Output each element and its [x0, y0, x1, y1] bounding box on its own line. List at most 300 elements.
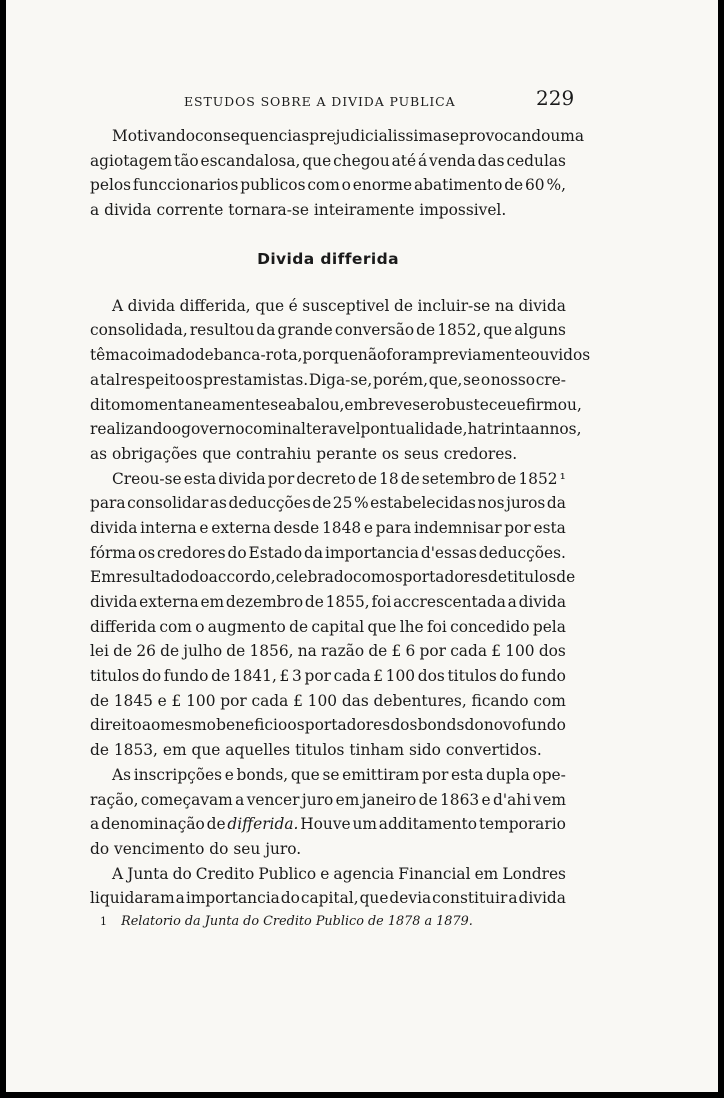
word: 60 — [525, 176, 545, 195]
word: trinta — [486, 420, 531, 439]
word: divida — [90, 593, 138, 611]
word: de — [556, 568, 576, 587]
word: resultou — [189, 321, 255, 340]
word: annos, — [530, 420, 582, 439]
text-line — [90, 886, 566, 911]
word: emittiram — [342, 765, 420, 784]
word: de — [113, 642, 133, 661]
word: o — [341, 176, 351, 195]
word: as — [209, 494, 227, 513]
word: inscripções — [133, 765, 223, 784]
word: A — [112, 864, 124, 883]
word: concedido — [450, 617, 530, 636]
text-line — [90, 173, 566, 198]
word: esta — [533, 518, 566, 537]
word: 26 — [136, 642, 156, 661]
word: com — [244, 420, 278, 439]
word: titulos — [90, 667, 140, 686]
word: ha — [467, 420, 487, 439]
word: nosso — [490, 370, 536, 389]
word: de — [504, 176, 524, 195]
word: deducções — [228, 494, 311, 513]
word: fórma — [90, 543, 137, 562]
word: começavam — [140, 790, 233, 809]
text-line — [90, 689, 566, 714]
word: ao — [141, 716, 161, 735]
word: sido — [408, 741, 441, 760]
word: decreto — [296, 469, 356, 488]
word: beneficio — [216, 716, 288, 735]
text-line — [90, 590, 566, 615]
word: 100 — [385, 667, 416, 686]
word: julho — [183, 642, 223, 661]
text-line — [90, 368, 566, 393]
word: 1852, — [437, 321, 482, 340]
word: Financial — [398, 864, 471, 883]
word: de — [289, 617, 309, 636]
word: se — [412, 395, 430, 414]
word: nos — [477, 494, 505, 513]
text-line — [90, 198, 566, 223]
word: bonds, — [236, 765, 289, 784]
word: do — [227, 543, 247, 562]
word: importancia — [324, 543, 419, 562]
word: de — [400, 469, 420, 488]
word: importancia — [185, 889, 280, 908]
word: vencimento — [114, 839, 205, 858]
word: interna — [140, 518, 197, 537]
word: setembro — [421, 469, 496, 488]
word: lhe — [399, 617, 424, 636]
word: %, — [546, 176, 566, 195]
word: momentaneamente — [120, 395, 271, 414]
word: 1855, — [325, 593, 370, 611]
word: externa — [211, 518, 271, 537]
word: do — [141, 667, 162, 686]
word: vencer — [246, 790, 300, 809]
word: funccionarios — [132, 176, 239, 195]
word: que — [483, 321, 513, 340]
word: da — [304, 543, 324, 562]
word: do — [464, 716, 484, 735]
word: agiotagem — [90, 151, 173, 170]
word: que — [191, 741, 221, 760]
text-line — [90, 124, 585, 149]
text-line — [90, 664, 566, 689]
word: o — [195, 617, 205, 636]
word: a — [507, 593, 517, 611]
word: £ — [373, 667, 383, 686]
word: 1848 — [321, 518, 362, 537]
word: Estado — [248, 543, 303, 562]
word: do — [499, 667, 519, 686]
word: £ — [491, 642, 502, 661]
word: devia — [389, 889, 432, 908]
word: das — [341, 691, 369, 710]
word: seu — [233, 839, 261, 858]
word: Em — [90, 568, 116, 587]
word: porém, — [372, 370, 429, 389]
word: ficando — [471, 691, 529, 710]
word: lei — [90, 642, 109, 661]
word: do — [189, 568, 209, 587]
word: enorme — [352, 176, 413, 195]
word: accordo, — [208, 568, 276, 587]
word: prestamistas. — [203, 370, 309, 389]
word: governo — [181, 420, 245, 439]
word: consolidar — [127, 494, 209, 513]
word: resultado — [115, 568, 190, 587]
word: pela — [532, 617, 566, 636]
word: se — [463, 370, 481, 389]
word: que — [290, 765, 320, 784]
word: de — [160, 642, 180, 661]
word: inalteravel — [277, 420, 361, 439]
word: e — [157, 691, 167, 710]
word: os — [137, 543, 156, 562]
word: Junta — [127, 864, 169, 883]
word: differida, — [179, 296, 251, 315]
word: de — [487, 568, 507, 587]
word: divida — [218, 469, 266, 488]
word: e — [481, 790, 491, 809]
word: 25 — [332, 494, 353, 513]
text-line — [90, 442, 566, 467]
word: celebrado — [275, 568, 353, 587]
word: realizando — [90, 420, 172, 439]
word: £ — [293, 691, 303, 710]
word: dos — [538, 642, 566, 661]
word: vem — [533, 790, 566, 809]
word: os — [385, 568, 403, 587]
word: 6 — [405, 642, 416, 661]
word: mesmo — [160, 716, 216, 735]
word: £ — [171, 691, 182, 710]
word: d'ahi — [493, 790, 532, 809]
word: com — [533, 691, 566, 710]
running-title: ESTUDOS SOBRE A DIVIDA PUBLICA — [184, 94, 456, 109]
word: juros — [506, 494, 546, 513]
word: credores — [157, 543, 226, 562]
word: esta — [183, 469, 217, 488]
word: que — [255, 296, 285, 315]
word: de — [90, 741, 109, 760]
word: 1845 — [113, 691, 153, 710]
word: de — [194, 346, 214, 365]
word: fundo — [521, 716, 566, 735]
word: tornara-se — [228, 201, 309, 220]
word: em — [162, 741, 187, 760]
word: accrescentada — [393, 593, 506, 611]
word: 3 — [292, 667, 302, 686]
word: e — [199, 518, 209, 537]
word: por — [304, 667, 331, 686]
text-line — [90, 788, 566, 813]
word: o — [480, 370, 491, 389]
word: aquelles — [225, 741, 291, 760]
word: ope- — [532, 765, 566, 784]
word: breve — [368, 395, 413, 414]
word: cre- — [535, 370, 566, 389]
word: cada — [333, 667, 371, 686]
word: cada — [450, 642, 488, 661]
word: A — [112, 296, 124, 315]
word: das — [477, 151, 505, 170]
word: augmento — [207, 617, 286, 636]
word: que — [367, 617, 397, 636]
word: e — [224, 765, 234, 784]
word: a — [90, 201, 100, 220]
word: 1856, — [249, 642, 294, 661]
word: abalou, — [287, 395, 345, 414]
page-number: 229 — [536, 86, 575, 110]
word: debentures, — [373, 691, 467, 710]
word: da — [256, 321, 276, 340]
word: de — [368, 642, 388, 661]
word: contrahiu — [236, 444, 312, 463]
text-line — [90, 763, 566, 788]
word: a — [90, 370, 100, 389]
word: temporario — [478, 815, 566, 834]
text-line — [90, 318, 566, 343]
word: alguns — [514, 321, 566, 340]
word: d'essas — [420, 543, 477, 562]
word: divida — [518, 889, 566, 908]
word: novo — [483, 716, 522, 735]
word: Motivando — [112, 127, 196, 145]
word: janeiro — [361, 790, 417, 809]
word: 18 — [379, 469, 399, 488]
word: Credito — [195, 864, 255, 883]
word: em — [200, 593, 225, 611]
word: capital — [311, 617, 365, 636]
word: 1841, — [232, 667, 277, 686]
word: Creou-se — [112, 469, 182, 488]
book-page — [6, 0, 718, 1092]
word: ouvidos — [530, 346, 591, 365]
word: tão — [174, 151, 199, 170]
word: indemnisar — [413, 518, 502, 537]
word: portadores — [304, 716, 391, 735]
text-line — [90, 615, 566, 640]
word: previamente — [432, 346, 531, 365]
word: 1853, — [113, 741, 158, 760]
word: £ — [279, 667, 290, 686]
word: denominação — [101, 815, 205, 834]
text-line — [90, 516, 566, 541]
word: por — [504, 518, 531, 537]
word: escandalosa, — [200, 151, 301, 170]
word: 1852 — [518, 469, 558, 488]
word: abatimento — [413, 176, 503, 195]
word: prejudicialissimas — [309, 127, 450, 145]
word: de — [226, 642, 246, 661]
word: é — [288, 296, 298, 315]
word: a — [175, 889, 185, 908]
text-line — [90, 812, 566, 837]
word: na — [297, 642, 317, 661]
word: estabelecidas — [370, 494, 476, 513]
word: em — [474, 864, 499, 883]
word: á — [417, 151, 428, 170]
text-line — [90, 343, 591, 368]
word: divida — [90, 518, 138, 537]
word: 1863 — [439, 790, 480, 809]
word: da — [546, 494, 566, 513]
word: capital, — [300, 889, 359, 908]
word: por — [421, 765, 449, 784]
word: a — [90, 815, 100, 834]
text-line — [90, 149, 566, 174]
word: desde — [273, 518, 320, 537]
text-line — [90, 294, 566, 319]
word: inteiramente — [313, 201, 415, 220]
word: tal — [99, 370, 121, 389]
word: venda — [429, 151, 476, 170]
footnote-marker: 1 — [100, 915, 107, 928]
word: Houve — [300, 815, 351, 834]
word: de — [357, 469, 377, 488]
word: não — [357, 346, 387, 365]
word: 100 — [186, 691, 216, 710]
word: em — [335, 790, 360, 809]
word: liquidaram — [90, 889, 175, 908]
word: as — [90, 444, 108, 463]
text-line — [90, 862, 566, 887]
word: tinham — [349, 741, 405, 760]
word: se — [322, 765, 340, 784]
word: additamento — [378, 815, 477, 834]
word: o — [171, 420, 182, 439]
word: acoimado — [119, 346, 195, 365]
word: deducções. — [478, 543, 566, 562]
word: grande — [277, 321, 333, 340]
word: divida — [518, 296, 566, 315]
word: banca-rota, — [213, 346, 303, 365]
text-line — [90, 565, 576, 590]
body-text — [90, 124, 591, 911]
word: portadores — [402, 568, 488, 587]
word: com — [352, 568, 386, 587]
word: respeito — [120, 370, 185, 389]
text-line — [90, 467, 566, 492]
word: seus — [403, 444, 439, 463]
word: fundo — [163, 667, 209, 686]
word: 100 — [505, 642, 535, 661]
word: os — [287, 716, 305, 735]
word: juro — [301, 790, 334, 809]
word: e — [320, 864, 330, 883]
word: cada — [251, 691, 289, 710]
word: convertidos. — [445, 741, 542, 760]
text-line — [90, 417, 582, 442]
word: Londres — [502, 864, 566, 883]
word: se — [270, 395, 288, 414]
word: foi — [426, 617, 447, 636]
text-line — [90, 541, 566, 566]
word: esta — [451, 765, 484, 784]
word: uma — [550, 127, 585, 145]
word: conversão — [334, 321, 415, 340]
word: cedulas — [506, 151, 566, 170]
word: por — [267, 469, 295, 488]
word: differida. — [227, 815, 299, 834]
word: divida — [104, 201, 152, 220]
word: um — [352, 815, 377, 834]
word: por — [419, 642, 446, 661]
word: direito — [90, 716, 142, 735]
word: divida — [127, 296, 176, 315]
word: credores. — [443, 444, 518, 463]
word: para — [375, 518, 412, 537]
word: que — [302, 151, 332, 170]
word: agencia — [333, 864, 395, 883]
word: por — [220, 691, 247, 710]
footnote-text: Relatorio da Junta do Credito Publico de 1878 a 1879. — [121, 914, 473, 929]
word: de — [211, 667, 231, 686]
word: 100 — [307, 691, 338, 710]
word: bonds — [417, 716, 465, 735]
word: fundo — [521, 667, 566, 686]
word: provocando — [459, 127, 551, 145]
word: differida — [90, 617, 157, 636]
word: do — [209, 839, 229, 858]
word: incluir-se — [417, 296, 491, 315]
word: na — [494, 296, 514, 315]
word: os — [381, 444, 400, 463]
word: de — [416, 321, 436, 340]
word: consequencias — [195, 127, 310, 145]
word: do — [90, 839, 110, 858]
word: dezembro — [225, 593, 304, 611]
word: chegou — [333, 151, 390, 170]
word: a — [508, 889, 518, 908]
page-header — [6, 86, 718, 116]
word: obrigações — [112, 444, 198, 463]
word: têm — [90, 346, 120, 365]
section-heading: Divida differida — [257, 249, 399, 268]
word: perante — [316, 444, 377, 463]
word: de — [304, 593, 324, 611]
word: constituir — [432, 889, 508, 908]
word: Publico — [258, 864, 317, 883]
word: em — [344, 395, 369, 414]
word: Diga-se, — [308, 370, 373, 389]
word: de — [206, 815, 226, 834]
word: de — [418, 790, 438, 809]
word: até — [391, 151, 417, 170]
word: As — [112, 765, 132, 784]
word: titulos — [506, 568, 557, 587]
text-line — [90, 491, 566, 516]
word: dos — [390, 716, 418, 735]
word: dito — [90, 395, 121, 414]
word: titulos — [295, 741, 345, 760]
word: % — [353, 494, 369, 513]
footnote — [100, 914, 473, 929]
word: firmou, — [525, 395, 582, 414]
text-line — [90, 837, 566, 862]
word: porque — [302, 346, 358, 365]
word: com — [307, 176, 340, 195]
word: susceptivel — [302, 296, 390, 315]
word: com — [159, 617, 192, 636]
word: pontualidade, — [360, 420, 468, 439]
word: £ — [391, 642, 402, 661]
word: e — [450, 127, 460, 145]
word: corrente — [156, 201, 224, 220]
word: de — [90, 691, 109, 710]
